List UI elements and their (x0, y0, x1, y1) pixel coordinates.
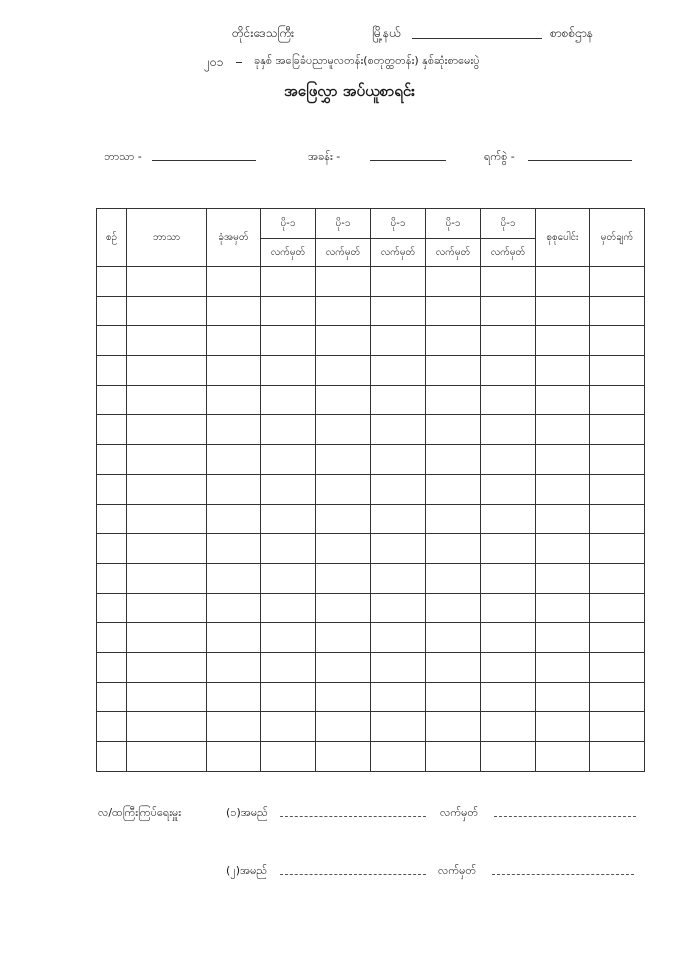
table-cell[interactable] (316, 682, 371, 712)
table-cell[interactable] (127, 356, 207, 386)
table-cell[interactable] (261, 267, 316, 297)
table-cell[interactable] (371, 385, 426, 415)
year-blank[interactable] (236, 62, 242, 63)
table-cell[interactable] (426, 593, 481, 623)
table-cell[interactable] (371, 742, 426, 772)
subject-field[interactable] (152, 160, 256, 161)
table-cell[interactable] (127, 445, 207, 475)
table-cell[interactable] (426, 385, 481, 415)
table-cell[interactable] (316, 474, 371, 504)
table-cell[interactable] (536, 385, 590, 415)
table-cell[interactable] (261, 445, 316, 475)
table-cell[interactable] (426, 267, 481, 297)
table-cell[interactable] (481, 356, 536, 386)
table-cell[interactable] (127, 534, 207, 564)
table-cell[interactable] (371, 296, 426, 326)
table-cell[interactable] (207, 504, 261, 534)
table-cell[interactable] (261, 474, 316, 504)
table-cell[interactable] (261, 682, 316, 712)
table-cell[interactable] (207, 385, 261, 415)
supervisor-label: လ/ထကြီးကြပ်ရေးမှူး (98, 806, 182, 819)
table-cell[interactable] (97, 534, 127, 564)
table-cell[interactable] (590, 296, 645, 326)
table-cell[interactable] (536, 415, 590, 445)
table-cell[interactable] (127, 267, 207, 297)
table-cell[interactable] (316, 267, 371, 297)
signature2-label: လက်မှတ် (438, 864, 477, 877)
table-cell[interactable] (590, 652, 645, 682)
table-cell[interactable] (426, 742, 481, 772)
school-label: စာစစ်ဌာန (550, 26, 593, 40)
table-cell[interactable] (261, 296, 316, 326)
table-cell[interactable] (536, 445, 590, 475)
table-cell[interactable] (481, 563, 536, 593)
table-cell[interactable] (207, 652, 261, 682)
table-cell[interactable] (127, 474, 207, 504)
table-cell[interactable] (261, 593, 316, 623)
table-cell[interactable] (97, 385, 127, 415)
signature1-label: လက်မှတ် (440, 806, 479, 819)
table-cell[interactable] (127, 296, 207, 326)
header-group: ပို-၁ (481, 209, 536, 239)
table-cell[interactable] (590, 623, 645, 653)
table-row (97, 474, 645, 504)
table-cell[interactable] (371, 652, 426, 682)
name1-field[interactable] (280, 816, 426, 817)
table-cell[interactable] (261, 563, 316, 593)
table-cell[interactable] (127, 623, 207, 653)
header-signature: လက်မှတ် (371, 239, 426, 267)
table-cell[interactable] (316, 415, 371, 445)
table-cell[interactable] (316, 445, 371, 475)
table-row (97, 563, 645, 593)
table-cell[interactable] (207, 296, 261, 326)
table-cell[interactable] (97, 504, 127, 534)
table-cell[interactable] (590, 534, 645, 564)
table-cell[interactable] (316, 504, 371, 534)
table-cell[interactable] (207, 267, 261, 297)
answer-sheet-table (96, 208, 645, 772)
table-cell[interactable] (261, 504, 316, 534)
table-cell[interactable] (536, 623, 590, 653)
table-cell[interactable] (371, 563, 426, 593)
table-cell[interactable] (261, 742, 316, 772)
table-cell[interactable] (426, 652, 481, 682)
table-cell[interactable] (207, 682, 261, 712)
table-cell[interactable] (481, 682, 536, 712)
table-cell[interactable] (481, 326, 536, 356)
header-group: ပို-၁ (316, 209, 371, 239)
name2-field[interactable] (280, 874, 426, 875)
table-cell[interactable] (590, 682, 645, 712)
table-cell[interactable] (426, 623, 481, 653)
table-cell[interactable] (261, 356, 316, 386)
table-cell[interactable] (261, 712, 316, 742)
table-cell[interactable] (536, 474, 590, 504)
table-cell[interactable] (97, 445, 127, 475)
table-cell[interactable] (207, 563, 261, 593)
name2-label: (၂)အမည် (226, 864, 268, 877)
table-row (97, 445, 645, 475)
table-cell[interactable] (590, 474, 645, 504)
table-cell[interactable] (481, 385, 536, 415)
table-cell[interactable] (481, 504, 536, 534)
table-cell[interactable] (590, 563, 645, 593)
table-cell[interactable] (371, 267, 426, 297)
table-row (97, 742, 645, 772)
table-cell[interactable] (316, 296, 371, 326)
table-cell[interactable] (207, 593, 261, 623)
table-cell[interactable] (481, 474, 536, 504)
header-remark: မှတ်ချက် (590, 209, 645, 267)
table-cell[interactable] (426, 326, 481, 356)
table-cell[interactable] (97, 474, 127, 504)
table-cell[interactable] (127, 712, 207, 742)
table-row (97, 712, 645, 742)
table-cell[interactable] (97, 682, 127, 712)
township-blank[interactable] (412, 38, 542, 39)
page-title: အဖြေလွှာ အပ်ယူစာရင်း (284, 82, 415, 100)
table-cell[interactable] (97, 296, 127, 326)
table-cell[interactable] (481, 445, 536, 475)
table-cell[interactable] (426, 712, 481, 742)
signature1-field[interactable] (494, 816, 636, 817)
table-cell[interactable] (316, 742, 371, 772)
date-label: ရက်စွဲ - (484, 150, 515, 163)
table-cell[interactable] (590, 267, 645, 297)
table-cell[interactable] (316, 356, 371, 386)
table-cell[interactable] (207, 415, 261, 445)
table-cell[interactable] (536, 652, 590, 682)
table-cell[interactable] (127, 415, 207, 445)
table-cell[interactable] (97, 742, 127, 772)
table-cell[interactable] (207, 534, 261, 564)
exam-title: ခုနှစ် အခြေခံပညာမူလတန်း(စတုတ္ထတန်း) နှစ်ဆုံးစာမေးပွဲ (254, 54, 480, 67)
table-cell[interactable] (316, 563, 371, 593)
table-cell[interactable] (590, 385, 645, 415)
table-cell[interactable] (127, 504, 207, 534)
table-row (97, 652, 645, 682)
table-cell[interactable] (261, 326, 316, 356)
table-cell[interactable] (590, 356, 645, 386)
table-cell[interactable] (426, 296, 481, 326)
header-signature: လက်မှတ် (316, 239, 371, 267)
table-cell[interactable] (426, 474, 481, 504)
table-cell[interactable] (207, 474, 261, 504)
township-label: မြို့နယ် (372, 26, 401, 40)
table-row (97, 415, 645, 445)
table-cell[interactable] (207, 623, 261, 653)
table-cell[interactable] (97, 712, 127, 742)
table-cell[interactable] (536, 504, 590, 534)
table-cell[interactable] (426, 356, 481, 386)
table-cell[interactable] (481, 296, 536, 326)
division-label: တိုင်းဒေသကြီး (232, 26, 295, 40)
header-group: ပို-၁ (261, 209, 316, 239)
table-cell[interactable] (536, 296, 590, 326)
table-cell[interactable] (207, 712, 261, 742)
table-cell[interactable] (207, 356, 261, 386)
table-cell[interactable] (371, 445, 426, 475)
table-cell[interactable] (316, 623, 371, 653)
header-total: စုစုပေါင်း (536, 209, 590, 267)
table-cell[interactable] (371, 534, 426, 564)
table-cell[interactable] (316, 326, 371, 356)
year-prefix: ၂၀၁ (204, 55, 224, 69)
table-cell[interactable] (207, 326, 261, 356)
table-cell[interactable] (127, 326, 207, 356)
table-cell[interactable] (481, 712, 536, 742)
table-cell[interactable] (481, 534, 536, 564)
subject-label: ဘာသာ - (104, 150, 142, 163)
table-cell[interactable] (481, 742, 536, 772)
table-cell[interactable] (261, 385, 316, 415)
table-cell[interactable] (426, 504, 481, 534)
header-signature: လက်မှတ် (426, 239, 481, 267)
header-signature: လက်မှတ် (481, 239, 536, 267)
table-row (97, 534, 645, 564)
date-field[interactable] (528, 160, 632, 161)
table-row (97, 682, 645, 712)
table-cell[interactable] (261, 534, 316, 564)
table-cell[interactable] (127, 682, 207, 712)
table-cell[interactable] (371, 593, 426, 623)
table-cell[interactable] (316, 385, 371, 415)
table-cell[interactable] (590, 326, 645, 356)
header-subject: ဘာသာ (127, 209, 207, 267)
table-cell[interactable] (536, 563, 590, 593)
table-row (97, 356, 645, 386)
table-cell[interactable] (97, 267, 127, 297)
signature2-field[interactable] (492, 874, 634, 875)
table-cell[interactable] (590, 593, 645, 623)
name1-label: (၁)အမည် (226, 806, 268, 819)
header-serial: စဥ် (97, 209, 127, 267)
table-cell[interactable] (371, 415, 426, 445)
table-row (97, 504, 645, 534)
table-row (97, 296, 645, 326)
table-cell[interactable] (536, 742, 590, 772)
table-cell[interactable] (371, 356, 426, 386)
table-cell[interactable] (127, 385, 207, 415)
table-cell[interactable] (97, 563, 127, 593)
table-cell[interactable] (590, 504, 645, 534)
table-cell[interactable] (371, 474, 426, 504)
table-cell[interactable] (127, 593, 207, 623)
header-group: ပို-၁ (371, 209, 426, 239)
table-cell[interactable] (426, 534, 481, 564)
table-cell[interactable] (426, 563, 481, 593)
table-cell[interactable] (590, 445, 645, 475)
table-row (97, 267, 645, 297)
table-cell[interactable] (371, 712, 426, 742)
header-signature: လက်မှတ် (261, 239, 316, 267)
header-group: ပို-၁ (426, 209, 481, 239)
table-cell[interactable] (371, 326, 426, 356)
table-cell[interactable] (536, 326, 590, 356)
table-cell[interactable] (590, 712, 645, 742)
table-cell[interactable] (316, 652, 371, 682)
table-cell[interactable] (481, 623, 536, 653)
table-header (97, 209, 645, 267)
table-cell[interactable] (261, 652, 316, 682)
table-body (97, 267, 645, 772)
table-cell[interactable] (316, 712, 371, 742)
table-cell[interactable] (127, 563, 207, 593)
table-cell[interactable] (590, 742, 645, 772)
table-cell[interactable] (536, 534, 590, 564)
table-cell[interactable] (316, 593, 371, 623)
table-cell[interactable] (536, 593, 590, 623)
table-cell[interactable] (97, 356, 127, 386)
table-cell[interactable] (261, 623, 316, 653)
table-cell[interactable] (127, 652, 207, 682)
header-roll-number: ခုံအမှတ် (207, 209, 261, 267)
table-cell[interactable] (536, 356, 590, 386)
table-cell[interactable] (481, 415, 536, 445)
table-cell[interactable] (426, 682, 481, 712)
table-cell[interactable] (426, 415, 481, 445)
table-row (97, 385, 645, 415)
table-cell[interactable] (207, 445, 261, 475)
table-cell[interactable] (97, 623, 127, 653)
table-cell[interactable] (97, 415, 127, 445)
table-cell[interactable] (481, 652, 536, 682)
table-cell[interactable] (127, 742, 207, 772)
table-row (97, 593, 645, 623)
room-field[interactable] (370, 160, 446, 161)
table-row (97, 326, 645, 356)
table-cell[interactable] (207, 742, 261, 772)
table-cell[interactable] (536, 267, 590, 297)
table-cell[interactable] (261, 415, 316, 445)
table-cell[interactable] (536, 712, 590, 742)
table-cell[interactable] (97, 326, 127, 356)
table-cell[interactable] (371, 682, 426, 712)
table-cell[interactable] (97, 593, 127, 623)
table-cell[interactable] (590, 415, 645, 445)
table-cell[interactable] (316, 534, 371, 564)
table-cell[interactable] (371, 623, 426, 653)
table-cell[interactable] (536, 682, 590, 712)
table-cell[interactable] (481, 593, 536, 623)
table-cell[interactable] (426, 445, 481, 475)
table-cell[interactable] (371, 504, 426, 534)
room-label: အခန်း - (308, 150, 341, 163)
table-cell[interactable] (481, 267, 536, 297)
table-row (97, 623, 645, 653)
table-cell[interactable] (97, 652, 127, 682)
